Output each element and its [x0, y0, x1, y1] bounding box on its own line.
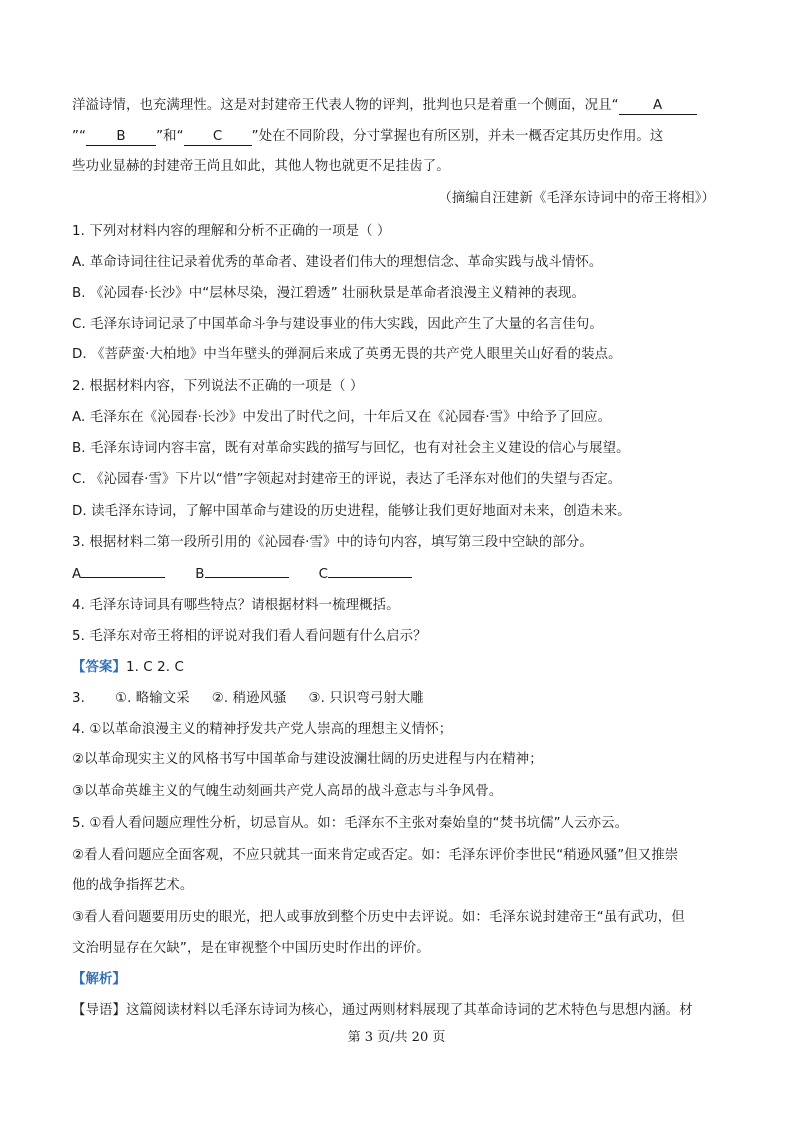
question-2-option-c: C. 《沁园春·雪》下片以“惜”字领起对封建帝王的评说，表达了毛泽东对他们的失望与否定。 [72, 472, 622, 487]
blank-a [619, 98, 697, 115]
answer-5-line-1: 5. ①看人看问题应理性分析，切忌盲从。如：毛泽东不主张对秦始皇的“焚书坑儒”人云亦云。 [72, 816, 629, 831]
question-1-stem: 1. 下列对材料内容的理解和分析不正确的一项是（ ） [72, 224, 391, 239]
blank-c-label: C [212, 129, 223, 144]
answer-3 [72, 689, 721, 709]
question-2-option-d: D. 读毛泽东诗词，了解中国革命与建设的历史进程，能够让我们更好地面对未来，创造未来。 [72, 504, 631, 519]
blank-b [86, 129, 156, 146]
para-line-3: 些功业显赫的封建帝王尚且如此，其他人物也就更不足挂齿了。 [72, 159, 450, 174]
blank-a-label: A [653, 98, 663, 113]
answer-blank-c [328, 577, 412, 578]
question-1-option-c: C. 毛泽东诗词记录了中国革命斗争与建设事业的伟大实践，因此产生了大量的名言佳句。 [72, 317, 603, 332]
answer-tag: 【答案】 [72, 660, 126, 675]
guide-text: 这篇阅读材料以毛泽东诗词为核心，通过两则材料展现了其革命诗词的艺术特色与思想内涵。材 [125, 1003, 693, 1018]
answer-3-item-3: ③. 只识弯弓射大雕 [308, 691, 424, 706]
answer-1-2: 1. C 2. C [125, 660, 184, 675]
para-line-1 [72, 96, 721, 116]
answer-blank-b [205, 577, 289, 578]
answer-3-number: 3. [72, 691, 85, 706]
para-line-2 [72, 127, 721, 147]
question-5-stem: 5. 毛泽东对帝王将相的评说对我们看人看问题有什么启示？ [72, 629, 427, 644]
answer-label-c: C [318, 567, 329, 582]
blank-c [184, 129, 252, 146]
answer-4-line-1: 4. ①以革命浪漫主义的精神抒发共产党人崇高的理想主义情怀； [72, 722, 453, 737]
analysis-tag: 【解析】 [72, 972, 126, 987]
answer-label-a: A [72, 567, 82, 582]
question-2-option-a: A. 毛泽东在《沁园春·长沙》中发出了时代之问，十年后又在《沁园春·雪》中给予了回应。 [72, 410, 612, 425]
guide-line [72, 1001, 721, 1021]
para-text: ”处在不同阶段，分寸掌握也有所区别，并未一概否定其历史作用。这 [251, 129, 664, 144]
answer-5-line-2: ②看人看问题应全面客观，不应只就其一面来肯定或否定。如：毛泽东评价李世民“稍逊风骚”但又推崇 [72, 848, 679, 863]
guide-tag: 【导语】 [72, 1003, 126, 1018]
question-4-stem: 4. 毛泽东诗词具有哪些特点？请根据材料一梳理概括。 [72, 598, 400, 613]
answer-3-item-1: ①. 略输文采 [114, 691, 190, 706]
answer-3-item-2: ②. 稍逊风骚 [211, 691, 287, 706]
answer-line-1 [72, 658, 721, 678]
question-3-stem: 3. 根据材料二第一段所引用的《沁园春·雪》中的诗句内容，填写第三段中空缺的部分。 [72, 535, 593, 550]
para-text: ”“ [72, 129, 87, 144]
answer-5-line-5: 文治明显存在欠缺”，是在审视整个中国历史时作出的评价。 [72, 941, 430, 956]
answer-5-line-4: ③看人看问题要用历史的眼光，把人或事放到整个历史中去评说。如：毛泽东说封建帝王“虽有武功，但 [72, 910, 685, 925]
question-3-blanks [72, 565, 721, 585]
question-1-option-d: D. 《菩萨蛮·大柏地》中当年壁头的弹洞后来成了英勇无畏的共产党人眼里关山好看的装点。 [72, 347, 622, 362]
para-text: ”和“ [156, 129, 184, 144]
question-2-option-b: B. 毛泽东诗词内容丰富，既有对革命实践的描写与回忆，也有对社会主义建设的信心与展望。 [72, 441, 630, 456]
question-1-option-b: B. 《沁园春·长沙》中“层林尽染，漫江碧透” 壮丽秋景是革命者浪漫主义精神的表现。 [72, 286, 585, 301]
answer-4-line-3: ③以革命英雄主义的气魄生动刻画共产党人高昂的战斗意志与斗争风骨。 [72, 784, 503, 799]
answer-5-line-3: 他的战争指挥艺术。 [72, 878, 194, 893]
source-citation: （摘编自汪建新《毛泽东诗词中的帝王将相》） [438, 191, 715, 206]
answer-4-line-2: ②以革命现实主义的风格书写中国革命与建设波澜壮阔的历史进程与内在精神； [72, 752, 543, 767]
question-2-stem: 2. 根据材料内容，下列说法不正确的一项是（ ） [72, 379, 364, 394]
para-text: 洋溢诗情，也充满理性。这是对封建帝王代表人物的评判，批判也只是着重一个侧面，况且“ [72, 98, 619, 113]
answer-blank-a [81, 577, 165, 578]
answer-label-b: B [195, 567, 205, 582]
blank-b-label: B [116, 129, 126, 144]
question-1-option-a: A. 革命诗词往往记录着优秀的革命者、建设者们伟大的理想信念、革命实践与战斗情怀。 [72, 255, 603, 270]
page-footer: 第 3 页/共 20 页 [347, 1030, 446, 1045]
analysis-heading [72, 970, 721, 990]
